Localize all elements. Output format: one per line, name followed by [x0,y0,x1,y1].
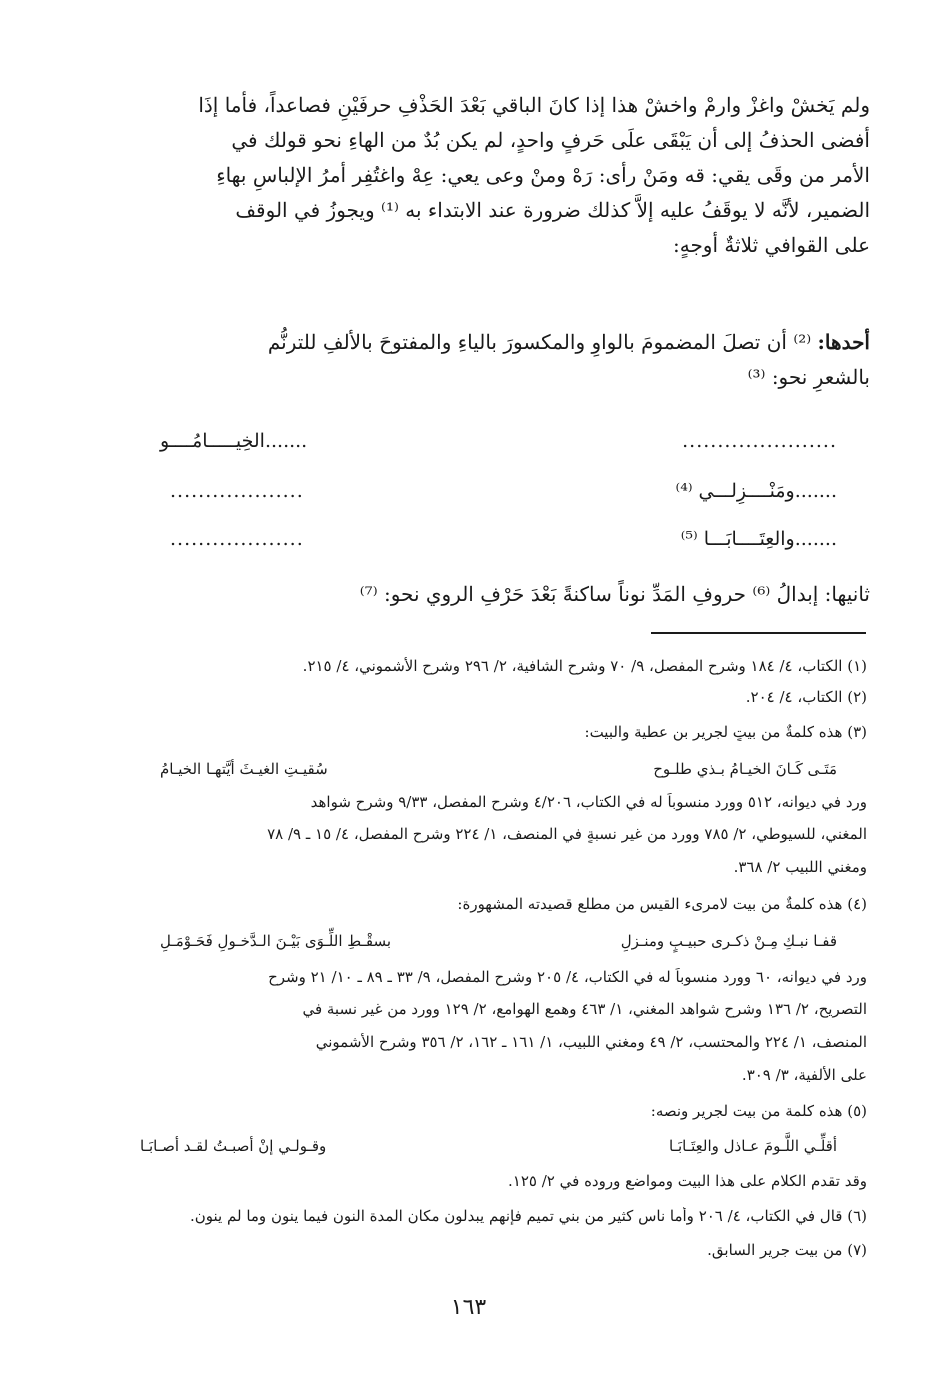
footnote-separator [651,632,866,634]
footnote-4-line-4: على الألفية، ٣/ ٣٠٩. [741,1066,867,1084]
first-way-label: أحدها: [817,330,870,354]
verse-2-right: .......ومَنْــــزِلـــي ⁽⁴⁾ [675,480,837,502]
first-way-line-2: بالشعرِ نحو: ⁽³⁾ [747,365,870,389]
verse-2-left: ................... [170,480,304,502]
footnote-1: (١) الكتاب، ٤/ ١٨٤ وشرح المفصل، ٩/ ٧٠ وشرح الشافية، ٢/ ٢٩٦ وشرح الأشموني، ٤/ ٢١٥. [302,657,867,675]
first-way-paragraph [100,325,870,395]
second-way-line: ثانيها: إبدالُ ⁽⁶⁾ حروفِ المَدِّ نوناً ساكنةً بَعْدَ حَرْفِ الروي نحو: ⁽⁷⁾ [359,582,870,606]
footnote-5-verse-left: وقـولـي إنْ أصبـتُ لقـد أصـابَـا [140,1137,327,1155]
main-line-2: أفضى الحذفُ إلى أن يَبْقَى علَى حَرفٍ واحدٍ، لم يكن بُدٌ من الهاءِ نحو قولك في [231,128,870,152]
verse-1-right: ...................... [682,430,837,452]
footnote-7: (٧) من بيت جرير السابق. [707,1241,867,1259]
footnote-4-line-2: التصريح، ٢/ ١٣٦ وشرح شواهد المغني، ١/ ٤٦٣ وهمع الهوامع، ٢/ ١٢٩ وورد من غير نسبة في [302,1000,867,1018]
footnote-3-line-1: ورد في ديوانه، ٥١٢ وورد منسوباً له في الكتاب، ٤/٢٠٦ وشرح المفصل، ٩/٣٣ وشرح شواهد [310,793,867,811]
footnote-3-line-2: المغني، للسيوطي، ٢/ ٧٨٥ وورد من غير نسبةٍ في المنصف، ١/ ٢٢٤ وشرح المفصل، ٤/ ١٥ ـ ٩/ ٧٨ [267,825,867,843]
footnote-6: (٦) قال في الكتاب، ٤/ ٢٠٦ وأما ناس كثير من بني تميم فإنهم يبدلون مكان المدة النون فيما ينون وما لم ينون. [190,1207,867,1225]
main-line-4: الضمير، لأنَّه لا يوقَفُ عليه إلاَّ كذلك ضرورة عند الابتداء به ⁽¹⁾ ويجوزُ في الوقف [235,198,870,222]
main-line-1: ولم يَخشْ واغزْ وارمْ واخشْ هذا إذا كانَ الباقي بَعْدَ الحَذْفِ حرفَيْنِ فصاعداً، فأما إذَا [198,93,870,117]
second-way-paragraph [100,577,870,612]
footnote-4-line-3: المنصف، ١/ ٢٢٤ والمحتسب، ٢/ ٤٩ ومغني اللبيب، ١/ ١٦١ ـ ١٦٢، ٢/ ٣٥٦ وشرح الأشموني [315,1033,867,1051]
footnote-4-line-1: ورد في ديوانه، ٦٠ وورد منسوباً له في الكتاب، ٤/ ٢٠٥ وشرح المفصل، ٩/ ٣٣ ـ ٨٩ ـ ١٠/ ٢١ وشرح [268,968,867,986]
footnote-4-verse-right: قفـا نبـكِ مِـنْ ذكـرى حبيـبٍ ومنـزلِ [620,932,837,950]
main-line-5: على القوافي ثلاثةٌ أوجهٍ: [672,233,870,257]
main-line-3: الأمر من وقَى يقي: قه ومَنْ رأى: رَهْ ومنْ وعى يعي: عِهْ واغتُفِر أمرُ الإلباسِ بهاءِ [216,163,870,187]
verse-3-right: .......والعِتَــــابَـــا ⁽⁵⁾ [680,528,837,550]
page-number: ١٦٣ [450,1295,487,1320]
first-way-line-1 [100,325,870,360]
footnote-3-verse-right: مَتَـى كَـانَ الخيـامُ بـذي طلـوح [653,760,837,778]
footnote-5-line-1: وقد تقدم الكلام على هذا البيت ومواضع وروده في ٢/ ١٢٥. [508,1172,867,1190]
main-text [100,88,870,263]
verse-3-left: ................... [170,528,304,550]
footnote-5-verse-right: أقلِّـي اللَّـومَ عـاذل والعِتَـابَـا [669,1137,837,1155]
footnote-3-verse-left: سُقيـتِ الغيـثَ أيَّتهـا الخيـامُ [160,760,328,778]
verse-1-left: .......الخِيـــــامُــــو [160,430,308,452]
footnote-4-verse-left: بسقْـطِ اللِّـوَى بَيْـنَ الـدَّخـولِ فَحَـوْمَـلِ [160,932,392,950]
footnote-2: (٢) الكتاب، ٤/ ٢٠٤. [745,688,867,706]
footnote-3-line-3: ومغني اللبيب ٢/ ٣٦٨. [733,858,867,876]
first-way-text: ⁽²⁾ أن تصلَ المضمومَ بالواوِ والمكسورَ بالياءِ والمفتوحَ بالألفِ للترنُّم [267,330,818,354]
footnote-4-intro: (٤) هذه كلمةٌ من بيت لامرىء القيس من مطلع قصيدته المشهورة: [457,895,867,913]
footnote-5-intro: (٥) هذه كلمة من بيت لجرير ونصه: [650,1102,867,1120]
footnote-3-intro: (٣) هذه كلمةٌ من بيتٍ لجرير بن عطية والبيت: [584,723,867,741]
